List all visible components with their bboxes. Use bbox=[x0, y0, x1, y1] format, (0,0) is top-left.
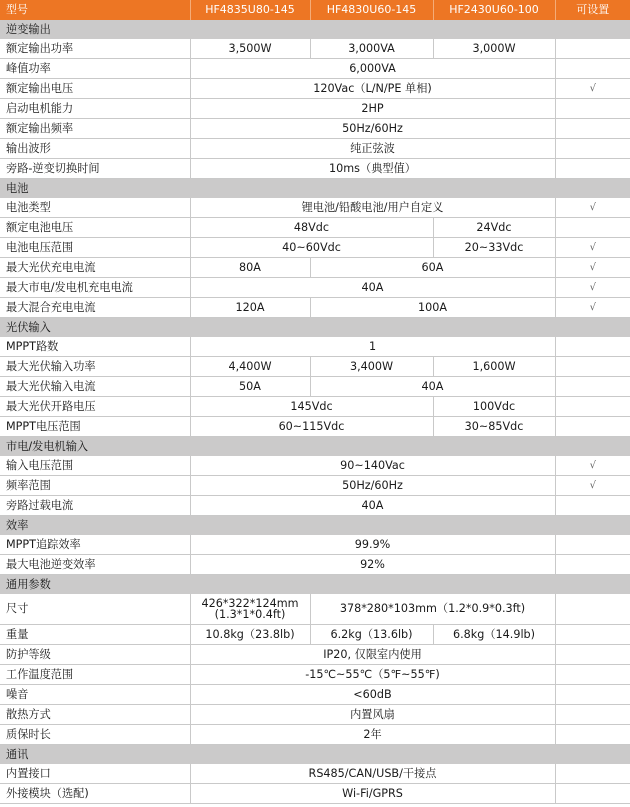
settable-cell bbox=[555, 705, 630, 725]
spec-row bbox=[0, 99, 630, 119]
spec-label: 尺寸 bbox=[0, 594, 190, 625]
settable-cell bbox=[555, 665, 630, 685]
spec-value: 2HP bbox=[190, 99, 555, 119]
section-title: 电池 bbox=[0, 179, 630, 199]
spec-label: 质保时长 bbox=[0, 725, 190, 745]
settable-check-icon: √ bbox=[555, 79, 630, 99]
spec-value: 50A bbox=[190, 377, 310, 397]
spec-label: 旁路过载电流 bbox=[0, 496, 190, 516]
section-header bbox=[0, 179, 630, 199]
spec-row bbox=[0, 298, 630, 318]
settable-cell bbox=[555, 99, 630, 119]
spec-value: 6.8kg（14.9lb) bbox=[433, 625, 555, 645]
spec-row bbox=[0, 705, 630, 725]
settable-cell bbox=[555, 645, 630, 665]
spec-label: 输入电压范围 bbox=[0, 456, 190, 476]
spec-value: 锂电池/铅酸电池/用户自定义 bbox=[190, 198, 555, 218]
settable-check-icon: √ bbox=[555, 476, 630, 496]
settable-cell bbox=[555, 159, 630, 179]
spec-row bbox=[0, 278, 630, 298]
spec-row bbox=[0, 555, 630, 575]
spec-label: MPPT路数 bbox=[0, 337, 190, 357]
spec-label: 电池类型 bbox=[0, 198, 190, 218]
spec-row bbox=[0, 238, 630, 258]
settable-check-icon: √ bbox=[555, 258, 630, 278]
spec-row bbox=[0, 685, 630, 705]
settable-cell bbox=[555, 417, 630, 437]
spec-value: 内置风扇 bbox=[190, 705, 555, 725]
spec-value: 48Vdc bbox=[190, 218, 433, 238]
spec-label: 额定输出频率 bbox=[0, 119, 190, 139]
spec-value: 120A bbox=[190, 298, 310, 318]
settable-cell bbox=[555, 357, 630, 377]
spec-value bbox=[190, 594, 310, 625]
spec-label: 最大光伏充电电流 bbox=[0, 258, 190, 278]
spec-row bbox=[0, 218, 630, 238]
spec-value: 3,400W bbox=[310, 357, 433, 377]
spec-value: 4,400W bbox=[190, 357, 310, 377]
spec-value: Wi-Fi/GPRS bbox=[190, 784, 555, 804]
settable-cell bbox=[555, 594, 630, 625]
spec-row bbox=[0, 258, 630, 278]
spec-row bbox=[0, 496, 630, 516]
spec-label: 最大光伏输入功率 bbox=[0, 357, 190, 377]
spec-table-body bbox=[0, 20, 630, 804]
spec-value: 纯正弦波 bbox=[190, 139, 555, 159]
header-model-1: HF4835U80-145 bbox=[190, 0, 310, 20]
spec-value: RS485/CAN/USB/干接点 bbox=[190, 764, 555, 784]
section-title: 逆变输出 bbox=[0, 20, 630, 39]
spec-label: 最大电池逆变效率 bbox=[0, 555, 190, 575]
spec-value: 120Vac（L/N/PE 单相) bbox=[190, 79, 555, 99]
spec-value: 6,000VA bbox=[190, 59, 555, 79]
section-header bbox=[0, 437, 630, 457]
spec-label: 启动电机能力 bbox=[0, 99, 190, 119]
spec-row bbox=[0, 79, 630, 99]
spec-row bbox=[0, 159, 630, 179]
spec-value: 60~115Vdc bbox=[190, 417, 433, 437]
spec-value: 50Hz/60Hz bbox=[190, 476, 555, 496]
spec-row bbox=[0, 764, 630, 784]
section-title: 效率 bbox=[0, 516, 630, 536]
spec-value: 40A bbox=[190, 278, 555, 298]
spec-label: 额定电池电压 bbox=[0, 218, 190, 238]
spec-label: 最大光伏输入电流 bbox=[0, 377, 190, 397]
spec-row bbox=[0, 357, 630, 377]
settable-cell bbox=[555, 59, 630, 79]
spec-label: 最大光伏开路电压 bbox=[0, 397, 190, 417]
spec-label: MPPT追踪效率 bbox=[0, 535, 190, 555]
spec-value: 3,500W bbox=[190, 39, 310, 59]
spec-label: 外接模块（选配) bbox=[0, 784, 190, 804]
spec-row bbox=[0, 625, 630, 645]
spec-value: 99.9% bbox=[190, 535, 555, 555]
spec-label: 工作温度范围 bbox=[0, 665, 190, 685]
section-header bbox=[0, 575, 630, 595]
section-title: 光伏输入 bbox=[0, 318, 630, 338]
spec-row bbox=[0, 535, 630, 555]
spec-row bbox=[0, 594, 630, 625]
spec-row bbox=[0, 337, 630, 357]
spec-value: 10.8kg（23.8lb) bbox=[190, 625, 310, 645]
settable-cell bbox=[555, 139, 630, 159]
section-header bbox=[0, 516, 630, 536]
spec-value: 92% bbox=[190, 555, 555, 575]
spec-value: 40~60Vdc bbox=[190, 238, 433, 258]
spec-label: 频率范围 bbox=[0, 476, 190, 496]
settable-cell bbox=[555, 377, 630, 397]
header-model-2: HF4830U60-145 bbox=[310, 0, 433, 20]
settable-cell bbox=[555, 535, 630, 555]
settable-check-icon: √ bbox=[555, 456, 630, 476]
spec-row bbox=[0, 377, 630, 397]
spec-row bbox=[0, 397, 630, 417]
spec-row bbox=[0, 725, 630, 745]
spec-row bbox=[0, 456, 630, 476]
header-settable: 可设置 bbox=[555, 0, 630, 20]
spec-value: 90~140Vac bbox=[190, 456, 555, 476]
settable-cell bbox=[555, 119, 630, 139]
section-header bbox=[0, 318, 630, 338]
spec-value: 20~33Vdc bbox=[433, 238, 555, 258]
settable-cell bbox=[555, 397, 630, 417]
spec-value-line: 426*322*124mm bbox=[201, 597, 299, 610]
spec-label: 额定输出电压 bbox=[0, 79, 190, 99]
spec-label: 散热方式 bbox=[0, 705, 190, 725]
section-title: 市电/发电机输入 bbox=[0, 437, 630, 457]
settable-cell bbox=[555, 764, 630, 784]
spec-value: 6.2kg（13.6lb) bbox=[310, 625, 433, 645]
spec-value: 24Vdc bbox=[433, 218, 555, 238]
spec-label: 最大市电/发电机充电电流 bbox=[0, 278, 190, 298]
spec-value: 30~85Vdc bbox=[433, 417, 555, 437]
spec-row bbox=[0, 198, 630, 218]
spec-value: 80A bbox=[190, 258, 310, 278]
spec-value: 40A bbox=[310, 377, 555, 397]
spec-row bbox=[0, 59, 630, 79]
spec-value: 40A bbox=[190, 496, 555, 516]
spec-value: 378*280*103mm（1.2*0.9*0.3ft) bbox=[310, 594, 555, 625]
spec-label: 重量 bbox=[0, 625, 190, 645]
spec-row bbox=[0, 784, 630, 804]
settable-check-icon: √ bbox=[555, 278, 630, 298]
settable-cell bbox=[555, 555, 630, 575]
spec-value: 60A bbox=[310, 258, 555, 278]
spec-label: 峰值功率 bbox=[0, 59, 190, 79]
settable-cell bbox=[555, 39, 630, 59]
section-title: 通讯 bbox=[0, 745, 630, 765]
spec-value: 145Vdc bbox=[190, 397, 433, 417]
spec-value: 50Hz/60Hz bbox=[190, 119, 555, 139]
spec-label: MPPT电压范围 bbox=[0, 417, 190, 437]
spec-label: 电池电压范围 bbox=[0, 238, 190, 258]
spec-row bbox=[0, 476, 630, 496]
spec-value: 1 bbox=[190, 337, 555, 357]
spec-row bbox=[0, 139, 630, 159]
spec-label: 内置接口 bbox=[0, 764, 190, 784]
spec-value: 3,000VA bbox=[310, 39, 433, 59]
settable-check-icon: √ bbox=[555, 238, 630, 258]
settable-cell bbox=[555, 685, 630, 705]
spec-value: 3,000W bbox=[433, 39, 555, 59]
settable-check-icon: √ bbox=[555, 198, 630, 218]
settable-cell bbox=[555, 218, 630, 238]
spec-label: 防护等级 bbox=[0, 645, 190, 665]
spec-value: 10ms（典型值） bbox=[190, 159, 555, 179]
header-model-label: 型号 bbox=[0, 0, 190, 20]
spec-row bbox=[0, 119, 630, 139]
spec-label: 旁路-逆变切换时间 bbox=[0, 159, 190, 179]
spec-label: 额定输出功率 bbox=[0, 39, 190, 59]
section-title: 通用参数 bbox=[0, 575, 630, 595]
spec-value: 2年 bbox=[190, 725, 555, 745]
spec-value: <60dB bbox=[190, 685, 555, 705]
spec-label: 最大混合充电电流 bbox=[0, 298, 190, 318]
spec-row bbox=[0, 645, 630, 665]
settable-cell bbox=[555, 725, 630, 745]
header-row bbox=[0, 0, 630, 20]
spec-value: 1,600W bbox=[433, 357, 555, 377]
spec-value: 100A bbox=[310, 298, 555, 318]
header-model-3: HF2430U60-100 bbox=[433, 0, 555, 20]
settable-check-icon: √ bbox=[555, 298, 630, 318]
spec-value: 100Vdc bbox=[433, 397, 555, 417]
section-header bbox=[0, 745, 630, 765]
spec-value: IP20, 仅限室内使用 bbox=[190, 645, 555, 665]
spec-label: 噪音 bbox=[0, 685, 190, 705]
settable-cell bbox=[555, 625, 630, 645]
settable-cell bbox=[555, 337, 630, 357]
spec-row bbox=[0, 665, 630, 685]
spec-row bbox=[0, 39, 630, 59]
spec-value: -15℃~55℃（5℉~55℉) bbox=[190, 665, 555, 685]
section-header bbox=[0, 20, 630, 39]
settable-cell bbox=[555, 784, 630, 804]
spec-row bbox=[0, 417, 630, 437]
settable-cell bbox=[555, 496, 630, 516]
spec-value-line: (1.3*1*0.4ft) bbox=[214, 608, 286, 621]
spec-label: 输出波形 bbox=[0, 139, 190, 159]
